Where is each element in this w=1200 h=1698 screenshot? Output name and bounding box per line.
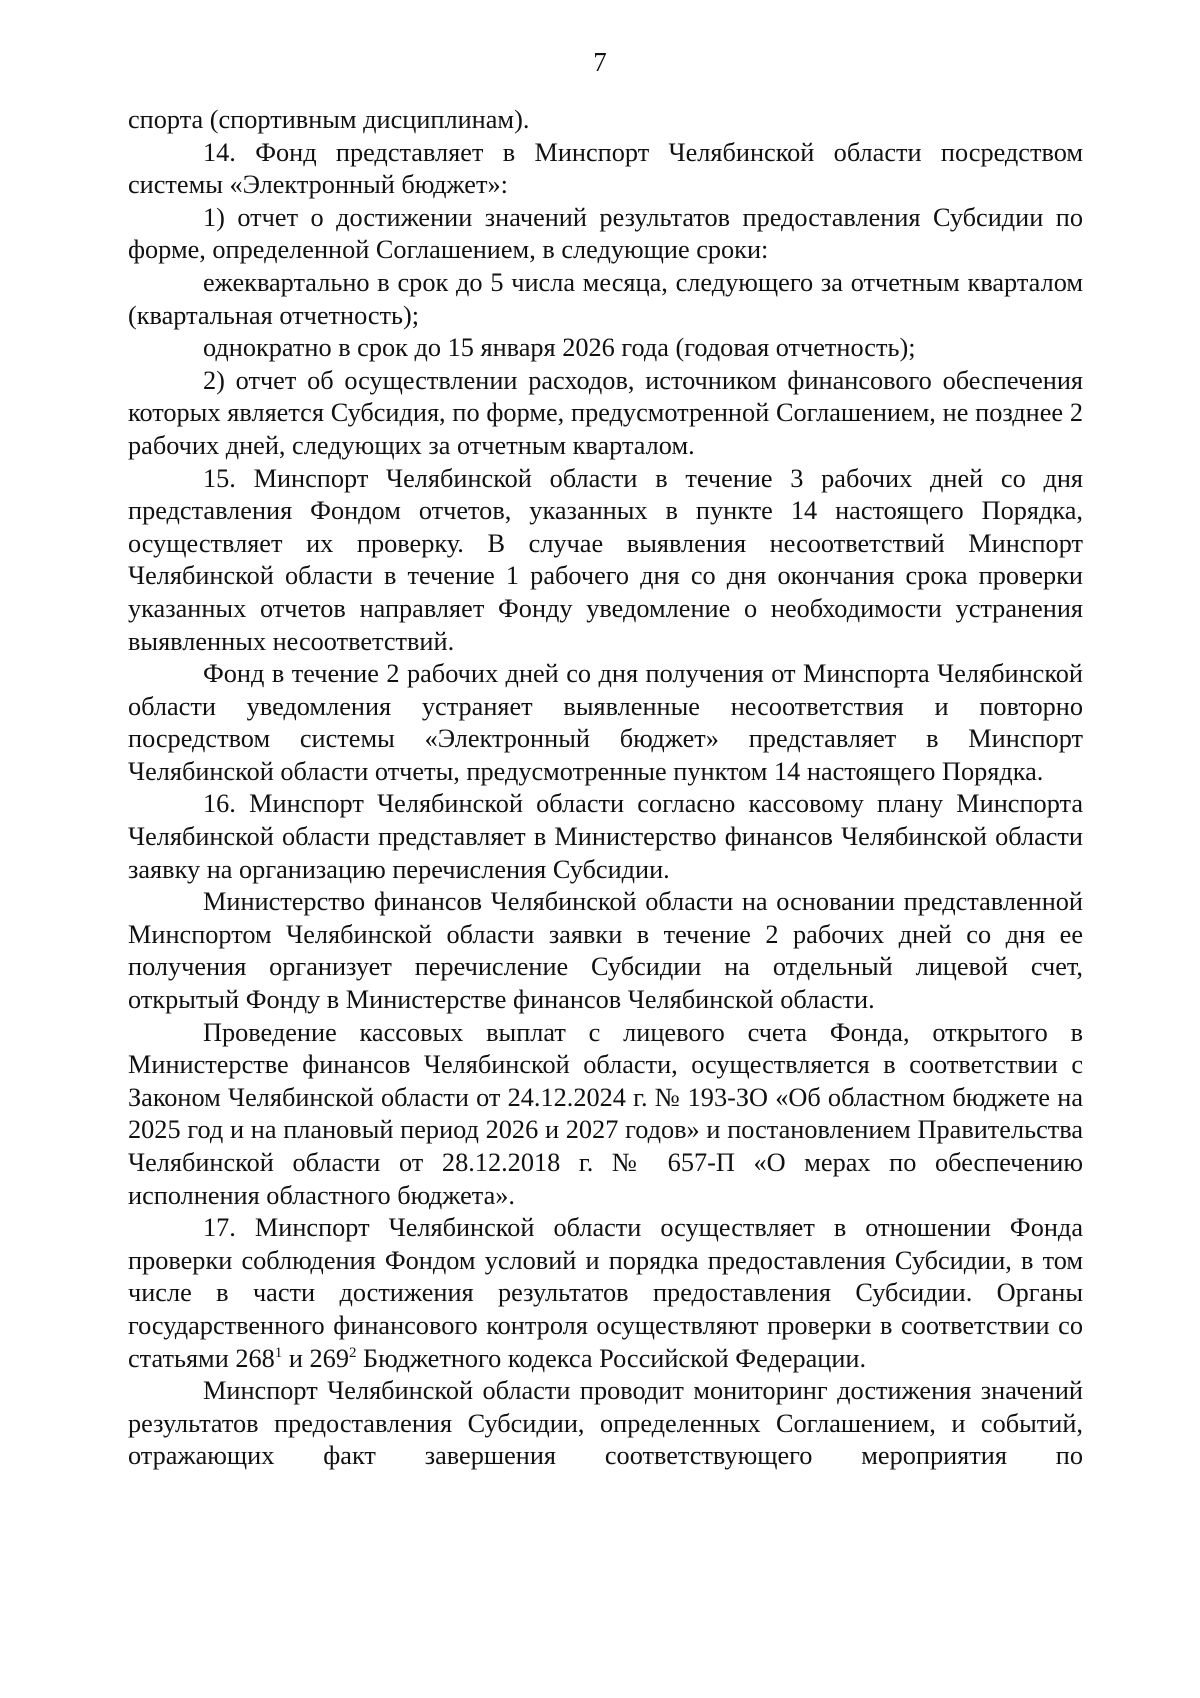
paragraph-16-ministry: Министерство финансов Челябинской области на основании представленной Минспортом Челябинской области заявки в течение 2 рабочих дней со дня ее получения организует перечисление Субсидии на отдельный лицевой счет, открытый Фонду в Министерстве финансов Челябинской области. xyxy=(128,887,1083,1015)
paragraph-17-text-b: и 269 xyxy=(282,1343,349,1373)
paragraph-15-fund: Фонд в течение 2 рабочих дней со дня получения от Минспорта Челябинской области уведомления устраняет выявленные несоответствия и повторно посредством системы «Электронный бюджет» представляет в Минспорт Челябинской области отчеты, предусмотренные пунктом 14 настоящего Порядка. xyxy=(128,659,1083,786)
paragraph-16-payments: Проведение кассовых выплат с лицевого счета Фонда, открытого в Министерстве финансов Челябинской области, осуществляется в соответствии с Законом Челябинской области от 24.12.2024 г. № 193-ЗО «Об областном бюджете на 2025 год и на плановый период 2026 и 2027 годов» и постановлением Правительства Челябинской области от 28.12.2018 г. № 657-П «О мерах по обеспечению исполнения областного бюджета». xyxy=(128,1017,1083,1210)
paragraph-14: 14. Фонд представляет в Минспорт Челябинской области посредством системы «Электронный бюджет»: xyxy=(128,137,1083,200)
paragraph-17-text-c: Бюджетного кодекса Российской Федерации. xyxy=(356,1343,867,1373)
document-body xyxy=(128,104,1083,1473)
page-number: 7 xyxy=(593,47,607,77)
paragraph-17-text-a: 17. Минспорт Челябинской области осуществляет в отношении Фонда проверки соблюдения Фондом условий и порядка предоставления Субсидии, в том числе в части достижения результатов предоставления Субсидии. Органы государственного финансового контроля осуществляют проверки в соответствии со статьями 268 xyxy=(128,1213,1083,1373)
paragraph-continuation: спорта (спортивным дисциплинам). xyxy=(128,105,530,134)
paragraph-15: 15. Минспорт Челябинской области в течение 3 рабочих дней со дня представления Фондом отчетов, указанных в пункте 14 настоящего Порядка, осуществляет их проверку. В случае выявления несоответствий Минспорт Челябинской области в течение 1 рабочего дня со дня окончания срока проверки указанных отчетов направляет Фонду уведомление о необходимости устранения выявленных несоответствий. xyxy=(128,463,1083,656)
paragraph-16: 16. Минспорт Челябинской области согласно кассовому плану Минспорта Челябинской области представляет в Министерство финансов Челябинской области заявку на организацию перечисления Субсидии. xyxy=(128,789,1083,884)
paragraph-annual: однократно в срок до 15 января 2026 года (годовая отчетность); xyxy=(203,333,916,363)
paragraph-17 xyxy=(128,1212,1083,1375)
superscript-2: 2 xyxy=(348,1344,357,1361)
paragraph-14-item-2: 2) отчет об осуществлении расходов, источником финансового обеспечения которых является Субсидия, по форме, предусмотренной Соглашением, не позднее 2 рабочих дней, следующих за отчетным кварталом. xyxy=(128,365,1083,460)
paragraph-14-item-1: 1) отчет о достижении значений результатов предоставления Субсидии по форме, определенной Соглашением, в следующие сроки: xyxy=(128,202,1083,265)
paragraph-monitoring: Минспорт Челябинской области проводит мониторинг достижения значений результатов предоставления Субсидии, определенных Соглашением, и событий, отражающих факт завершения соответствующего мероприятия по xyxy=(128,1376,1083,1471)
superscript-1: 1 xyxy=(274,1344,283,1361)
paragraph-quarterly: ежеквартально в срок до 5 числа месяца, следующего за отчетным кварталом (квартальная отчетность); xyxy=(128,267,1083,330)
